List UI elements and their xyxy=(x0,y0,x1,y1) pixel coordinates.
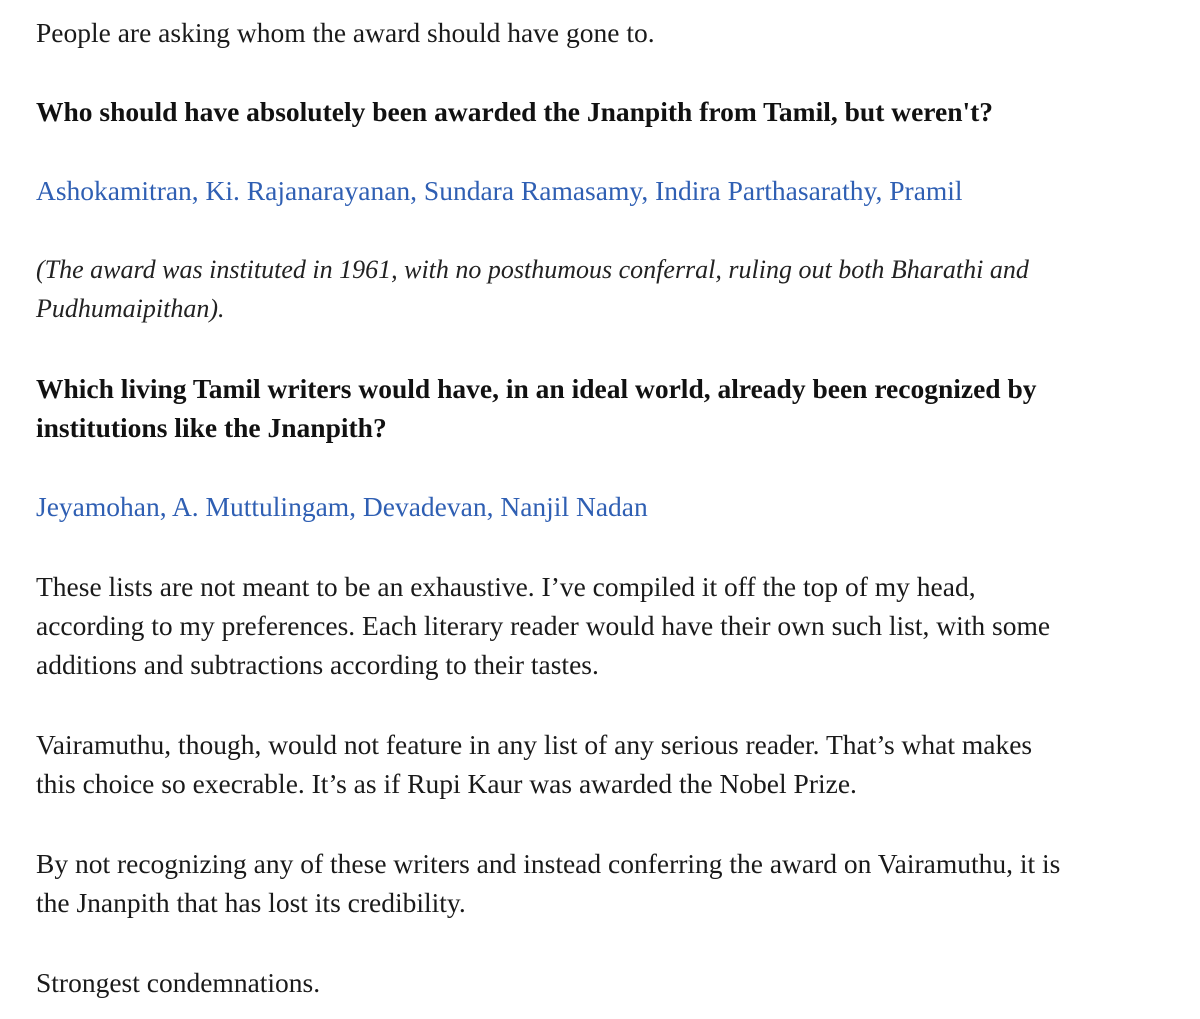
question-heading-2-line-1: Which living Tamil writers would have, in an ideal world, already been recognized by xyxy=(36,373,1037,404)
question-heading-1: Who should have absolutely been awarded the Jnanpith from Tamil, but weren't? xyxy=(36,96,994,127)
question-heading-2-line-2: institutions like the Jnanpith? xyxy=(36,412,387,443)
writer-list-living-link[interactable]: Jeyamohan, A. Muttulingam, Devadevan, Nanjil Nadan xyxy=(36,491,648,522)
paragraph-2-line-1: Vairamuthu, though, would not feature in any list of any serious reader. That’s what makes xyxy=(36,729,1033,760)
paragraph-3-line-1: By not recognizing any of these writers and instead conferring the award on Vairamuthu, it is xyxy=(36,848,1061,879)
note-line-1: (The award was instituted in 1961, with no posthumous conferral, ruling out both Bharathi and xyxy=(36,255,1029,284)
paragraph-2-line-2: this choice so execrable. It’s as if Rupi Kaur was awarded the Nobel Prize. xyxy=(36,768,857,799)
paragraph-1-line-3: additions and subtractions according to their tastes. xyxy=(36,649,599,680)
writer-list-deceased-link[interactable]: Ashokamitran, Ki. Rajanarayanan, Sundara Ramasamy, Indira Parthasarathy, Pramil xyxy=(36,175,963,206)
intro-paragraph: People are asking whom the award should have gone to. xyxy=(36,17,655,48)
closing-line: Strongest condemnations. xyxy=(36,967,321,998)
note-line-2: Pudhumaipithan). xyxy=(36,294,225,323)
paragraph-1-line-1: These lists are not meant to be an exhaustive. I’ve compiled it off the top of my head, xyxy=(36,571,976,602)
paragraph-1-line-2: according to my preferences. Each literary reader would have their own such list, with some xyxy=(36,610,1051,641)
paragraph-3-line-2: the Jnanpith that has lost its credibility. xyxy=(36,887,466,918)
